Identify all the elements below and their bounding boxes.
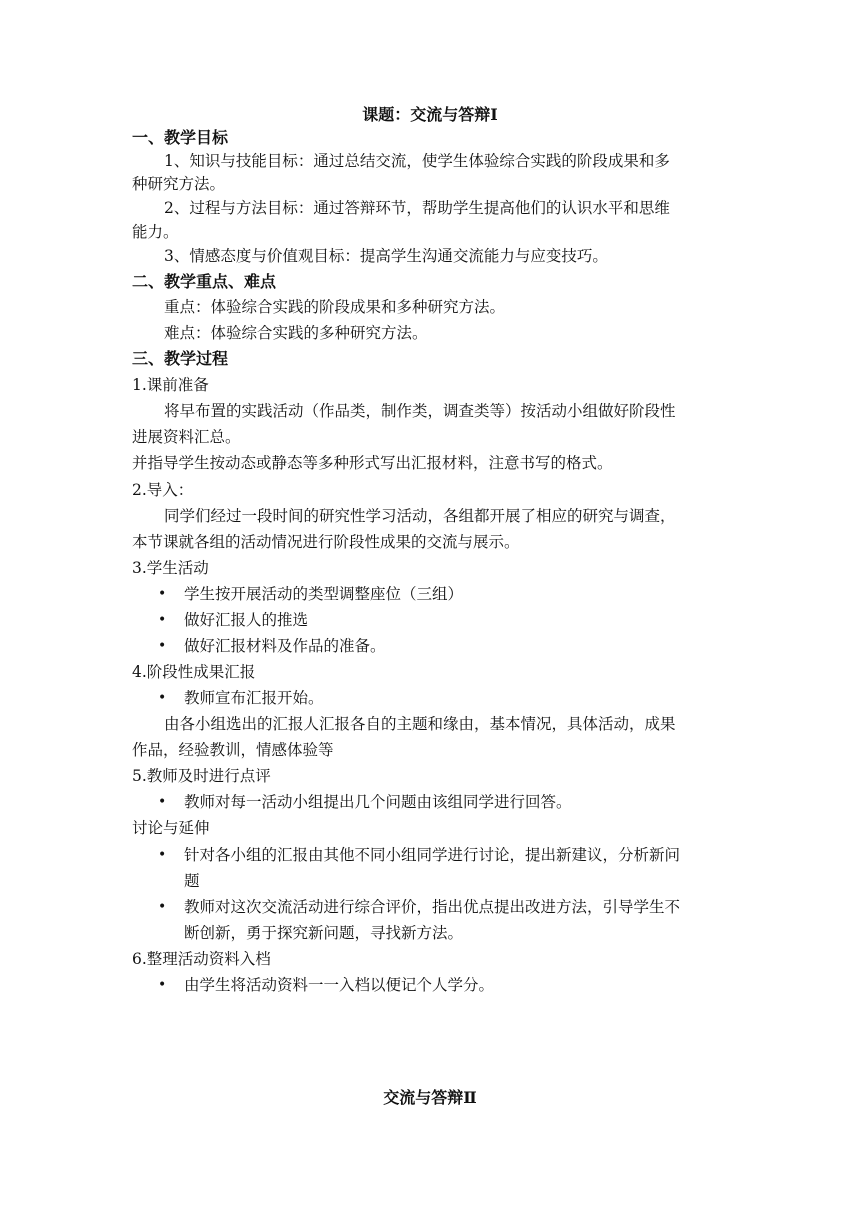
goal-2-line-1: 2、过程与方法目标：通过答辩环节，帮助学生提高他们的认识水平和思维 <box>164 199 670 217</box>
step-2-paragraph-line-1: 同学们经过一段时间的研究性学习活动，各组都开展了相应的研究与调查， <box>164 507 676 525</box>
bullet-marker: • <box>158 586 167 602</box>
step-1-paragraph-line-2: 进展资料汇总。 <box>132 428 241 446</box>
list-item-continuation: 题 <box>184 872 200 890</box>
list-item: 做好汇报材料及作品的准备。 <box>184 637 386 655</box>
step-3-heading: 3.学生活动 <box>132 559 209 577</box>
list-item: 针对各小组的汇报由其他不同小组同学进行讨论，提出新建议，分析新问 <box>184 846 681 864</box>
step-1-paragraph-line-1: 将早布置的实践活动（作品类，制作类，调查类等）按活动小组做好阶段性 <box>164 402 676 420</box>
section-heading-key-points: 二、教学重点、难点 <box>132 272 277 291</box>
difficult-point: 难点：体验综合实践的多种研究方法。 <box>164 324 428 342</box>
list-item: 教师对每一活动小组提出几个问题由该组同学进行回答。 <box>184 793 572 811</box>
discussion-heading: 讨论与延伸 <box>132 819 210 837</box>
step-4-paragraph-line-2: 作品，经验教训，情感体验等 <box>132 741 334 759</box>
bullet-marker: • <box>158 690 167 706</box>
goal-1-line-2: 种研究方法。 <box>132 175 226 193</box>
key-point: 重点：体验综合实践的阶段成果和多种研究方法。 <box>164 298 506 316</box>
list-item: 教师宣布汇报开始。 <box>184 689 324 707</box>
step-6-heading: 6.整理活动资料入档 <box>132 950 271 968</box>
step-2-paragraph-line-2: 本节课就各组的活动情况进行阶段性成果的交流与展示。 <box>132 533 520 551</box>
page-title: 课题：交流与答辩Ⅰ <box>362 105 498 124</box>
step-5-heading: 5.教师及时进行点评 <box>132 767 271 785</box>
step-1-heading: 1.课前准备 <box>132 376 209 394</box>
list-item: 学生按开展活动的类型调整座位（三组） <box>184 585 464 603</box>
bullet-marker: • <box>158 794 167 810</box>
bullet-marker: • <box>158 977 167 993</box>
list-item-continuation: 断创新，勇于探究新问题，寻找新方法。 <box>184 924 464 942</box>
bullet-marker: • <box>158 847 167 863</box>
bullet-marker: • <box>158 899 167 915</box>
second-title: 交流与答辩Ⅱ <box>383 1088 477 1107</box>
goal-3: 3、情感态度与价值观目标：提高学生沟通交流能力与应变技巧。 <box>164 247 608 265</box>
step-4-paragraph-line-1: 由各小组选出的汇报人汇报各自的主题和缘由，基本情况，具体活动，成果 <box>164 715 676 733</box>
goal-1-line-1: 1、知识与技能目标：通过总结交流，使学生体验综合实践的阶段成果和多 <box>164 152 670 170</box>
bullet-marker: • <box>158 612 167 628</box>
step-2-heading: 2.导入： <box>132 481 194 499</box>
section-heading-goals: 一、教学目标 <box>132 128 229 147</box>
list-item: 做好汇报人的推选 <box>184 611 309 629</box>
section-heading-process: 三、教学过程 <box>132 349 229 368</box>
list-item: 由学生将活动资料一一入档以便记个人学分。 <box>184 976 495 994</box>
bullet-marker: • <box>158 638 167 654</box>
step-4-heading: 4.阶段性成果汇报 <box>132 663 256 681</box>
goal-2-line-2: 能力。 <box>132 223 179 241</box>
list-item: 教师对这次交流活动进行综合评价，指出优点提出改进方法，引导学生不 <box>184 898 681 916</box>
step-1-paragraph-2: 并指导学生按动态或静态等多种形式写出汇报材料，注意书写的格式。 <box>132 454 613 472</box>
